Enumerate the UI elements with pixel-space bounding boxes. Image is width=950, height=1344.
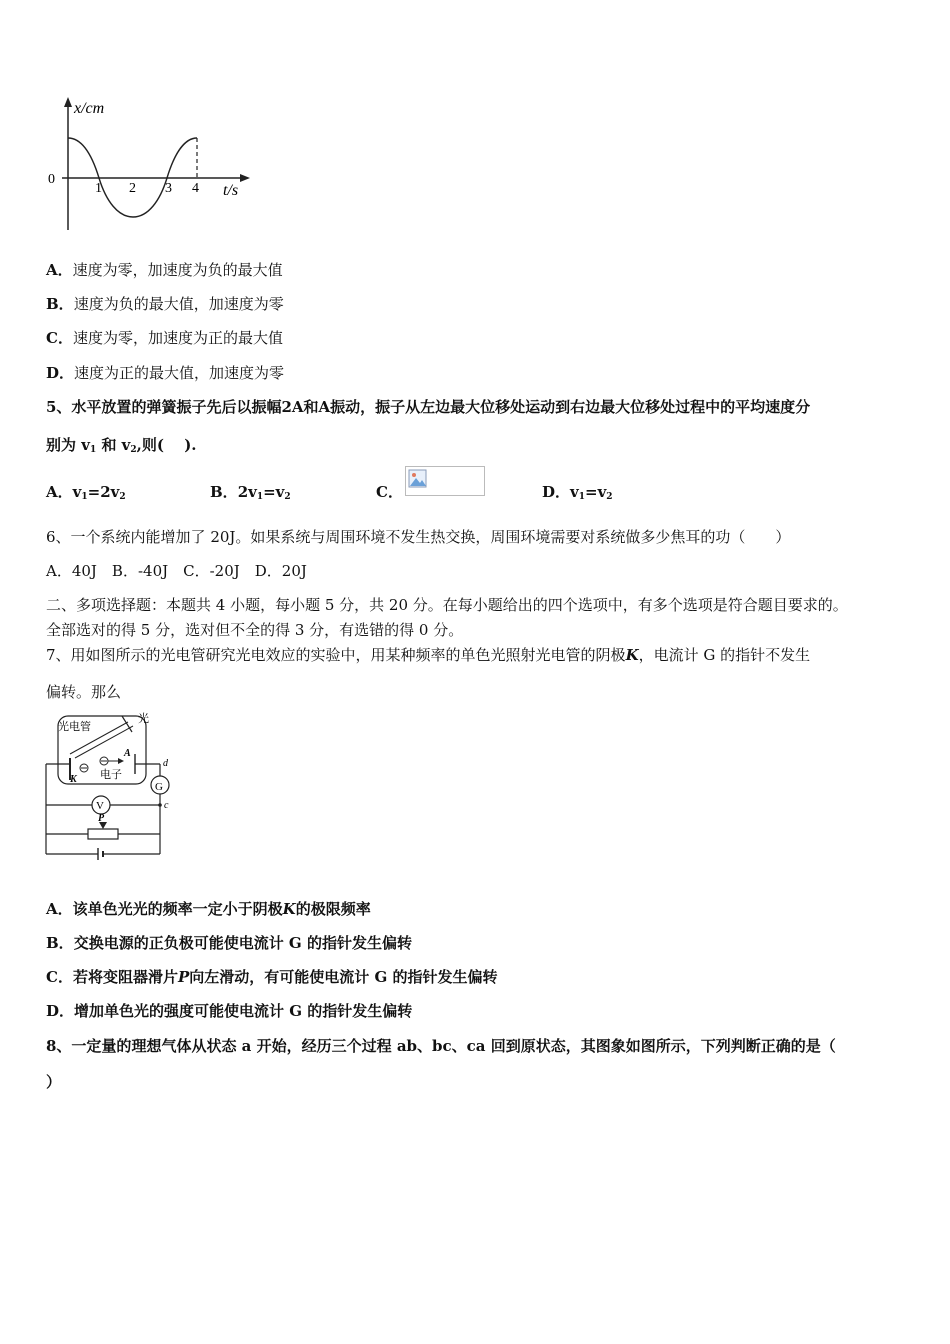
- graph-y-label: x/cm: [74, 100, 105, 117]
- q5-option-a[interactable]: A．$v_1=2v_2$: [46, 483, 126, 502]
- svg-text:G: G: [155, 781, 163, 793]
- q7-option-a[interactable]: A．该单色光光的频率一定小于阴极K的极限频率: [46, 900, 371, 918]
- svg-text:d: d: [163, 758, 168, 769]
- q4-option-d[interactable]: D．速度为正的最大值，加速度为零: [46, 364, 285, 382]
- q4-option-c[interactable]: C．速度为零，加速度为正的最大值: [46, 329, 283, 347]
- q7-option-d[interactable]: D．增加单色光的强度可能使电流计 G 的指针发生偏转: [46, 1002, 413, 1020]
- q5-stem-line1: 5、水平放置的弹簧振子先后以振幅2A和A振动，振子从左边最大位移处运动到右边最大位移处过程中的平均速度分: [46, 398, 811, 416]
- svg-text:P: P: [98, 813, 105, 824]
- q4-option-a[interactable]: A．速度为零，加速度为负的最大值: [46, 261, 283, 279]
- svg-text:光: 光: [138, 713, 149, 725]
- q7-option-b[interactable]: B．交换电源的正负极可能使电流计 G 的指针发生偏转: [46, 934, 412, 952]
- oscillation-graph: [40, 95, 260, 235]
- svg-text:电子: 电子: [100, 769, 122, 781]
- svg-text:A: A: [124, 748, 131, 759]
- graph-tick-4: 4: [192, 181, 199, 196]
- q4-option-b[interactable]: B．速度为负的最大值，加速度为零: [46, 295, 284, 313]
- q7-option-c[interactable]: C．若将变阻器滑片P向左滑动，有可能使电流计 G 的指针发生偏转: [46, 968, 498, 986]
- q7-stem-line1: 7、用如图所示的光电管研究光电效应的实验中，用某种频率的单色光照射光电管的阴极K，电流计 G 的指针不发生: [46, 646, 811, 664]
- section2-line2: 全部选对的得 5 分，选对但不全的得 3 分，有选错的得 0 分。: [46, 621, 464, 639]
- q6-options[interactable]: A．40J B．-40J C．-20J D．20J: [46, 562, 307, 580]
- q5-option-c-image-placeholder: [405, 466, 485, 496]
- q5-stem-line2: 别为 $v_1$ 和 $v_2$,则( ).: [46, 436, 197, 455]
- q7-stem-line2: 偏转。那么: [46, 683, 122, 701]
- q5-option-d[interactable]: D．$v_1=v_2$: [542, 483, 613, 502]
- svg-text:光电管: 光电管: [58, 721, 91, 733]
- graph-tick-3: 3: [165, 181, 172, 196]
- q6-stem: 6、一个系统内能增加了 20J。如果系统与周围环境不发生热交换，周围环境需要对系统做多少焦耳的功（ ）: [46, 528, 791, 546]
- q5-option-c[interactable]: C．: [376, 483, 403, 501]
- graph-tick-2: 2: [129, 181, 136, 196]
- section2-line1: 二、多项选择题：本题共 4 小题，每小题 5 分，共 20 分。在每小题给出的四个选项中，有多个选项是符合题目要求的。: [46, 596, 848, 614]
- graph-x-label: t/s: [223, 182, 239, 199]
- svg-text:V: V: [96, 800, 104, 812]
- graph-origin: 0: [48, 172, 55, 187]
- svg-text:K: K: [70, 774, 77, 785]
- q8-stem-line2: ）: [46, 1073, 62, 1091]
- graph-tick-1: 1: [95, 181, 102, 196]
- q8-stem-line1: 8、一定量的理想气体从状态 a 开始，经历三个过程 ab、bc、ca 回到原状态，其图象如图所示，下列判断正确的是（: [46, 1037, 836, 1055]
- svg-text:c: c: [164, 800, 169, 811]
- broken-image-icon: [408, 469, 428, 489]
- photoelectric-circuit-diagram: [40, 708, 180, 860]
- q5-option-b[interactable]: B．$2v_1=v_2$: [210, 483, 291, 502]
